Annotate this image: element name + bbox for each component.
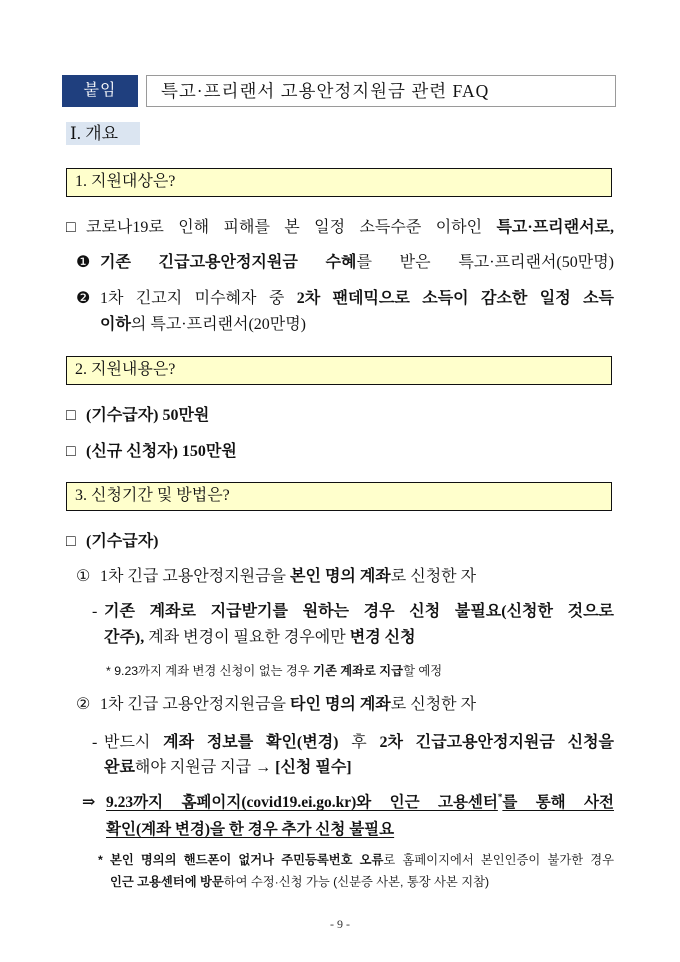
case-1-detail-text: 계좌 변경이 필요한 경우에만 — [144, 629, 350, 646]
conclusion-line-2: 확인(계좌 변경)을 한 경우 추가 신청 불필요 — [106, 821, 395, 838]
case-2-detail-required: [신청 필수] — [275, 759, 352, 776]
document-title: 특고·프리랜서 고용안정지원금 관련 FAQ — [161, 81, 490, 101]
footnote-text-cont: 하여 수정·신청 가능 (신분증 사본, 통장 사본 지참) — [223, 875, 490, 889]
footnote-emphasis: 본인 명의의 핸드폰이 없거나 주민등록번호 오류 — [110, 853, 384, 867]
document-title-box — [146, 75, 616, 107]
case-2-detail-text-mid: 후 — [338, 734, 380, 751]
case-2-text-end: 로 신청한 자 — [390, 696, 477, 713]
dash-marker: - — [92, 603, 98, 620]
case-2-text: 1차 긴급 고용안정지원금을 — [100, 696, 291, 713]
square-bullet-marker: □ — [66, 219, 76, 236]
intro-emphasis: 특고·프리랜서로, — [496, 219, 614, 236]
footnote-marker: * — [98, 853, 103, 867]
case-1-note-text: * 9.23까지 계좌 변경 신청이 없는 경우 — [106, 664, 314, 678]
footnote-asterisk: * — [497, 792, 503, 802]
conclusion-line-1 — [106, 792, 614, 814]
case-1-note-emphasis: 기존 계좌로 지급 — [313, 664, 404, 678]
case-1-line — [100, 566, 476, 588]
attachment-label: 붙임 — [83, 82, 117, 99]
dash-marker: - — [92, 734, 98, 751]
section-3-question-box — [66, 482, 612, 511]
section-2-question: 2. 지원내용은? — [75, 361, 176, 378]
page-number: - 9 - — [330, 917, 350, 931]
conclusion-text-end: 를 통해 사전 — [502, 794, 614, 811]
target-item-1 — [100, 252, 614, 274]
attachment-badge — [62, 75, 138, 107]
case-2-detail-payment: 해야 지원금 지급 → — [134, 759, 276, 776]
footnote-text: 로 홈페이지에서 본인인증이 불가한 경우 — [383, 853, 614, 867]
overview-heading-text: Ⅰ. 개요 — [70, 124, 119, 143]
target-item-2-line-2 — [100, 314, 306, 336]
case-2-detail-emphasis: 계좌 정보를 확인(변경) — [163, 734, 339, 751]
item-2-text-cont: 의 특고·프리랜서(20만명) — [130, 316, 307, 333]
target-item-2-line-1 — [100, 288, 614, 310]
case-1-note — [106, 662, 442, 680]
item-1-emphasis: 기존 긴급고용안정지원금 수혜 — [100, 254, 357, 271]
new-applicant-amount: (신규 신청자) 150만원 — [86, 443, 237, 460]
overview-heading — [66, 122, 140, 145]
case-2-line — [100, 694, 476, 716]
conclusion-text: 9.23까지 홈페이지(covid19.ei.go.kr)와 인근 고용센터 — [106, 794, 498, 811]
existing-recipient-amount: (기수급자) 50만원 — [86, 407, 210, 424]
square-bullet-marker: □ — [66, 533, 76, 550]
square-bullet-marker: □ — [66, 407, 76, 424]
footnote-line-1 — [110, 851, 614, 869]
case-2-marker: ② — [76, 696, 91, 713]
case-1-text: 1차 긴급 고용안정지원금을 — [100, 568, 291, 585]
double-arrow-marker: ⇒ — [82, 794, 96, 811]
case-1-detail-line-1: 기존 계좌로 지급받기를 원하는 경우 신청 불필요(신청한 것으로 — [104, 603, 614, 620]
intro-text: 코로나19로 인해 피해를 본 일정 소득수준 이하인 — [86, 219, 497, 236]
target-intro-line — [86, 217, 614, 239]
case-1-emphasis: 본인 명의 계좌 — [290, 568, 391, 585]
square-bullet-marker: □ — [66, 443, 76, 460]
footnote-emphasis-cont: 인근 고용센터에 방문 — [110, 875, 224, 889]
case-1-detail-line-2 — [104, 627, 416, 649]
case-1-note-text-end: 할 예정 — [403, 664, 443, 678]
item-2-emphasis-cont: 이하 — [100, 316, 131, 333]
case-2-detail-emphasis-end: 2차 긴급고용안정지원금 신청을 — [379, 734, 614, 751]
item-1-text: 를 받은 특고·프리랜서(50만명) — [356, 254, 614, 271]
section-3-question: 3. 신청기간 및 방법은? — [75, 487, 230, 504]
case-1-marker: ① — [76, 568, 91, 585]
case-2-detail-complete: 완료 — [104, 759, 135, 776]
item-2-marker: ❷ — [76, 290, 91, 307]
case-2-detail-line-1 — [104, 732, 614, 754]
item-2-text: 1차 긴고지 미수혜자 중 — [100, 290, 297, 307]
case-2-emphasis: 타인 명의 계좌 — [290, 696, 391, 713]
case-1-detail-emphasis: 간주), — [104, 629, 145, 646]
case-2-detail-text: 반드시 — [104, 734, 164, 751]
item-2-emphasis: 2차 팬데믹으로 소득이 감소한 일정 소득 — [296, 290, 614, 307]
section-1-question: 1. 지원대상은? — [75, 173, 176, 190]
existing-recipient-group: (기수급자) — [86, 533, 159, 550]
section-2-question-box — [66, 356, 612, 385]
case-2-detail-line-2 — [104, 757, 352, 779]
case-1-detail-emphasis-end: 변경 신청 — [349, 629, 416, 646]
footnote-line-2 — [110, 873, 489, 891]
case-1-text-end: 로 신청한 자 — [390, 568, 477, 585]
item-1-marker: ❶ — [76, 254, 91, 271]
section-1-question-box — [66, 168, 612, 197]
